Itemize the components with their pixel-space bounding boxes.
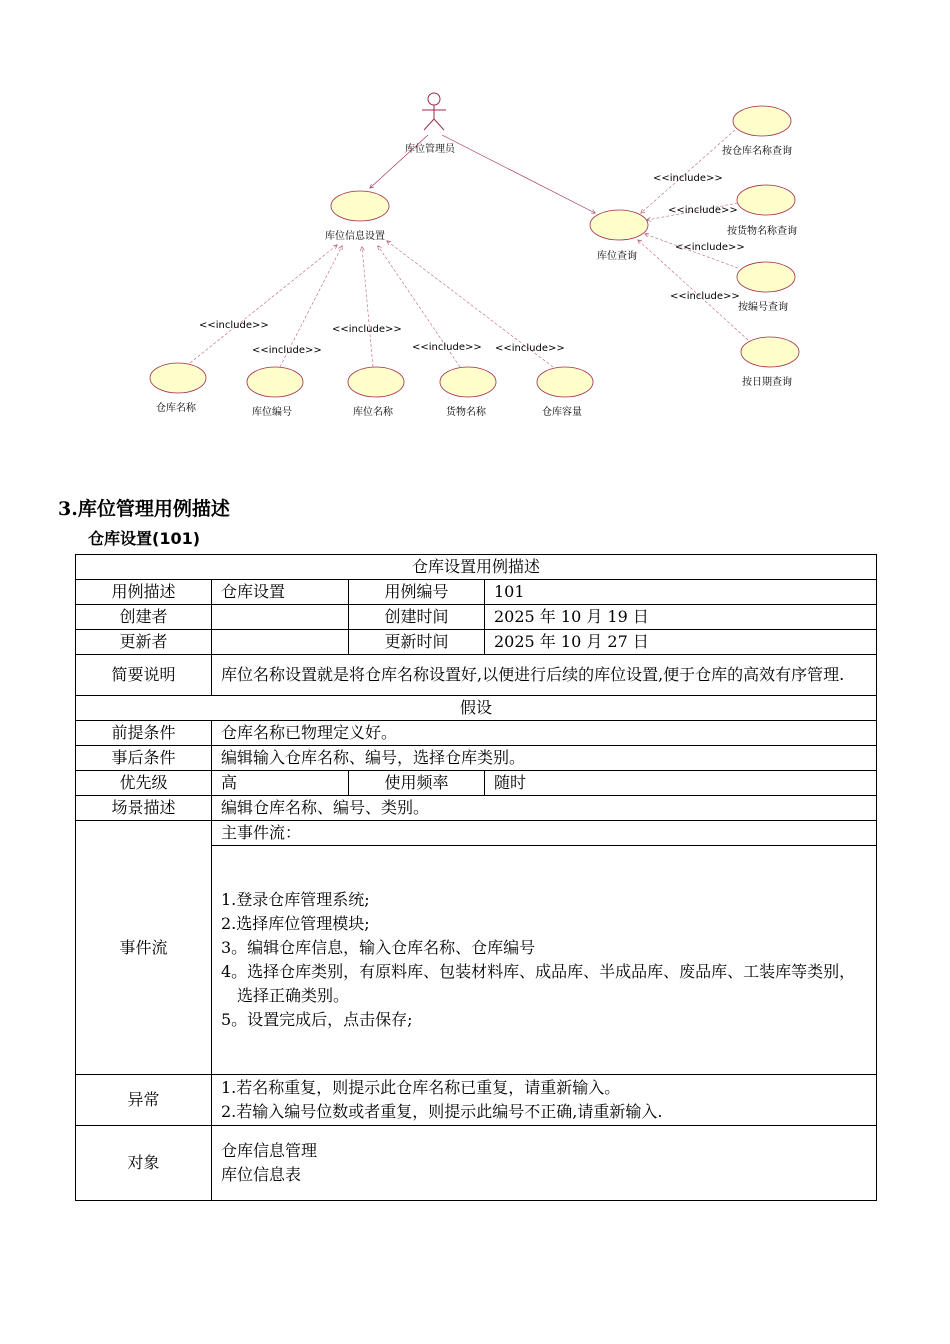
usecase-q-by-goods <box>737 185 795 215</box>
flow-step: 2.选择库位管理模块; <box>221 914 370 933</box>
flow-step: 3。编辑仓库信息，输入仓库名称、仓库编号 <box>221 938 536 957</box>
updater-label: 更新者 <box>76 630 212 655</box>
updated-time-value: 2025 年 10 月 27 日 <box>485 630 877 655</box>
usecase-q-by-number-label: 按编号查询 <box>738 302 788 313</box>
updater-value <box>212 630 349 655</box>
usecase-q-by-number <box>737 262 795 292</box>
usecase-q-by-warehouse-label: 按仓库名称查询 <box>722 146 792 157</box>
eventflow-label: 事件流 <box>76 821 212 1075</box>
include-location-name <box>362 247 373 367</box>
include-label-q4: <<include>> <box>670 291 740 302</box>
usecase-no-value: 101 <box>485 580 877 605</box>
assoc-actor-setting <box>370 135 428 188</box>
usecase-warehouse-name <box>150 363 206 393</box>
usecase-query <box>590 210 648 240</box>
updated-time-label: 更新时间 <box>349 630 485 655</box>
include-label-s2: <<include>> <box>252 345 322 356</box>
include-label-q1: <<include>> <box>653 173 723 184</box>
usecase-desc-label: 用例描述 <box>76 580 212 605</box>
creator-value <box>212 605 349 630</box>
main-flow-steps <box>212 846 877 1075</box>
usecase-location-number <box>247 367 303 397</box>
priority-value: 高 <box>212 771 349 796</box>
usecase-description-table <box>75 554 877 1201</box>
priority-label: 优先级 <box>76 771 212 796</box>
object-item: 仓库信息管理 <box>221 1141 318 1160</box>
subsection-heading: 仓库设置(101) <box>88 529 201 548</box>
usecase-warehouse-capacity-label: 仓库容量 <box>542 407 582 418</box>
object-label: 对象 <box>76 1126 212 1201</box>
usecase-location-name-label: 库位名称 <box>353 407 393 418</box>
assoc-actor-query <box>442 135 595 213</box>
usecase-q-by-date-label: 按日期查询 <box>742 377 792 388</box>
actor-label: 库位管理员 <box>405 144 455 155</box>
usecase-warehouse-name-label: 仓库名称 <box>156 403 196 414</box>
usecase-info-setting <box>331 191 389 221</box>
flow-step: 5。设置完成后，点击保存; <box>221 1010 413 1029</box>
exception-list <box>212 1075 877 1126</box>
usecase-goods-name <box>440 367 496 397</box>
include-label-s5: <<include>> <box>495 343 565 354</box>
flow-step: 4。选择仓库类别，有原料库、包装材料库、成品库、半成品库、废品库、工装库等类别，选择正确类别。 <box>221 962 856 1005</box>
usecase-query-label: 库位查询 <box>597 251 637 262</box>
include-q-by-warehouse <box>641 130 735 213</box>
summary-label: 简要说明 <box>76 655 212 696</box>
include-q-by-date <box>638 240 748 340</box>
exception-item: 1.若名称重复，则提示此仓库名称已重复，请重新输入。 <box>221 1078 621 1097</box>
frequency-label: 使用频率 <box>349 771 485 796</box>
exception-item: 2.若输入编号位数或者重复，则提示此编号不正确,请重新输入. <box>221 1102 663 1121</box>
precondition-label: 前提条件 <box>76 721 212 746</box>
usecase-location-name <box>348 367 404 397</box>
include-label-s4: <<include>> <box>412 342 482 353</box>
object-list <box>212 1126 877 1201</box>
usecase-q-by-goods-label: 按货物名称查询 <box>727 226 797 237</box>
usecase-desc-value: 仓库设置 <box>212 580 349 605</box>
assumption-header: 假设 <box>76 696 877 721</box>
usecase-q-by-warehouse <box>733 106 791 136</box>
frequency-value: 随时 <box>485 771 877 796</box>
postcondition-value: 编辑输入仓库名称、编号，选择仓库类别。 <box>212 746 877 771</box>
created-time-value: 2025 年 10 月 19 日 <box>485 605 877 630</box>
main-flow-label: 主事件流： <box>212 821 877 846</box>
usecase-location-number-label: 库位编号 <box>252 407 292 418</box>
include-label-q3: <<include>> <box>675 242 745 253</box>
usecase-warehouse-capacity <box>537 367 593 397</box>
usecase-info-setting-label: 库位信息设置 <box>325 231 385 242</box>
object-item: 库位信息表 <box>221 1165 302 1184</box>
exception-label: 异常 <box>76 1075 212 1126</box>
include-label-s1: <<include>> <box>199 320 269 331</box>
usecase-no-label: 用例编号 <box>349 580 485 605</box>
summary-value: 库位名称设置就是将仓库名称设置好,以便进行后续的库位设置,便于仓库的高效有序管理. <box>212 655 877 696</box>
section-number: 3. <box>58 498 78 520</box>
postcondition-label: 事后条件 <box>76 746 212 771</box>
section-heading <box>58 494 230 521</box>
precondition-value: 仓库名称已物理定义好。 <box>212 721 877 746</box>
scenario-value: 编辑仓库名称、编号、类别。 <box>212 796 877 821</box>
created-time-label: 创建时间 <box>349 605 485 630</box>
usecase-goods-name-label: 货物名称 <box>446 407 486 418</box>
include-label-q2: <<include>> <box>668 205 738 216</box>
actor-figure <box>422 93 446 130</box>
usecase-q-by-date <box>741 337 799 367</box>
use-case-diagram <box>0 0 950 440</box>
scenario-label: 场景描述 <box>76 796 212 821</box>
include-label-s3: <<include>> <box>332 324 402 335</box>
table-title: 仓库设置用例描述 <box>76 555 877 580</box>
flow-step: 1.登录仓库管理系统; <box>221 890 370 909</box>
section-title: 库位管理用例描述 <box>77 498 230 520</box>
creator-label: 创建者 <box>76 605 212 630</box>
